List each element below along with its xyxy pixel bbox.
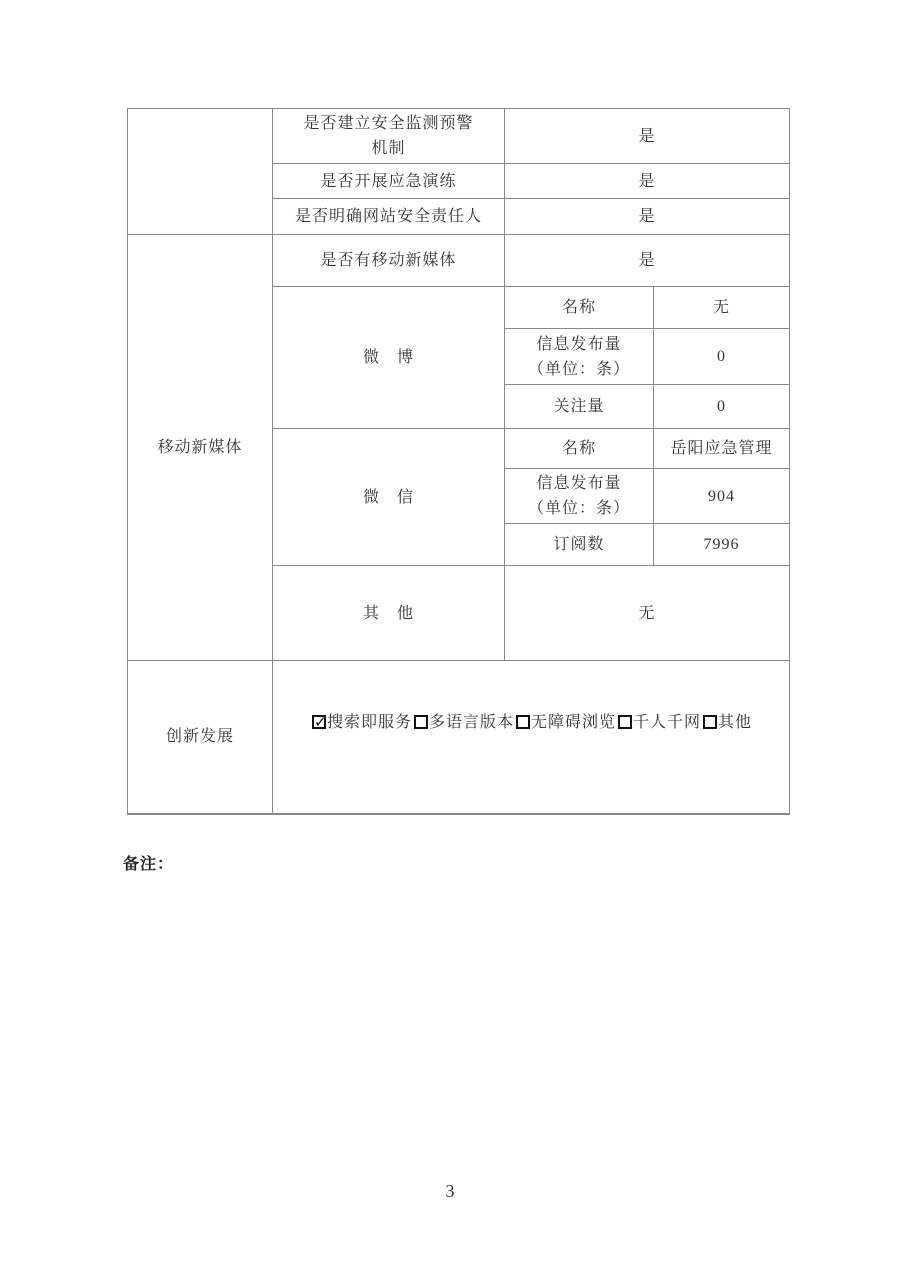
wechat-posts-label-line1: 信息发布量 [536,475,622,492]
question-has-mobile-media: 是否有移动新媒体 [273,235,505,287]
weibo-label: 微 博 [273,287,505,429]
checkbox-label-personalized: 千人千网 [633,714,702,732]
question-label-line1: 是否建立安全监测预警 [303,115,474,132]
wechat-posts-value: 904 [654,469,790,524]
page-number: 3 [445,1181,455,1201]
weibo-name-value: 无 [654,287,790,329]
answer-emergency-drill: 是 [505,164,790,199]
wechat-name-label: 名称 [505,429,654,469]
section-label-innovation: 创新发展 [128,661,273,814]
table-row-innovation [128,661,790,814]
wechat-label: 微 信 [273,429,505,566]
answer-has-mobile-media: 是 [505,235,790,287]
weibo-name-label: 名称 [505,287,654,329]
weibo-posts-value: 0 [654,329,790,385]
checkbox-label-multilingual: 多语言版本 [428,714,514,732]
question-monitoring-warning [273,109,505,164]
wechat-subscribers-value: 7996 [654,524,790,566]
question-security-responsible: 是否明确网站安全责任人 [273,199,505,235]
checkbox-search-as-service [312,715,326,729]
question-label-line2: 机制 [371,140,406,157]
weibo-followers-label: 关注量 [505,385,654,429]
answer-security-responsible: 是 [505,199,790,235]
checkbox-label-search-as-service: 搜索即服务 [326,714,412,732]
other-media-value: 无 [505,566,790,661]
wechat-name-value: 岳阳应急管理 [654,429,790,469]
innovation-options-cell [273,661,790,814]
checkbox-label-other: 其他 [718,714,753,732]
checkbox-accessibility [516,715,530,729]
innovation-options [273,710,789,735]
remarks-label: 备注： [123,856,175,873]
checkbox-personalized [618,715,632,729]
checkbox-label-accessibility: 无障碍浏览 [531,714,617,732]
section-label-empty [128,109,273,235]
weibo-posts-label [505,329,654,385]
section-label-mobile-media: 移动新媒体 [128,235,273,661]
annual-report-table [127,108,790,815]
table-row-has-mobile-media [128,235,790,287]
weibo-posts-label-line2: （单位：条） [527,360,630,378]
table-row-security-1 [128,109,790,164]
question-emergency-drill: 是否开展应急演练 [273,164,505,199]
wechat-posts-label [505,469,654,524]
wechat-posts-label-line2: （单位：条） [527,500,630,517]
weibo-posts-label-line1: 信息发布量 [536,335,622,353]
checkbox-other [703,715,717,729]
wechat-subscribers-label: 订阅数 [505,524,654,566]
answer-monitoring-warning: 是 [505,109,790,164]
other-media-label: 其 他 [273,566,505,661]
weibo-followers-value: 0 [654,385,790,429]
checkbox-multilingual [414,715,428,729]
